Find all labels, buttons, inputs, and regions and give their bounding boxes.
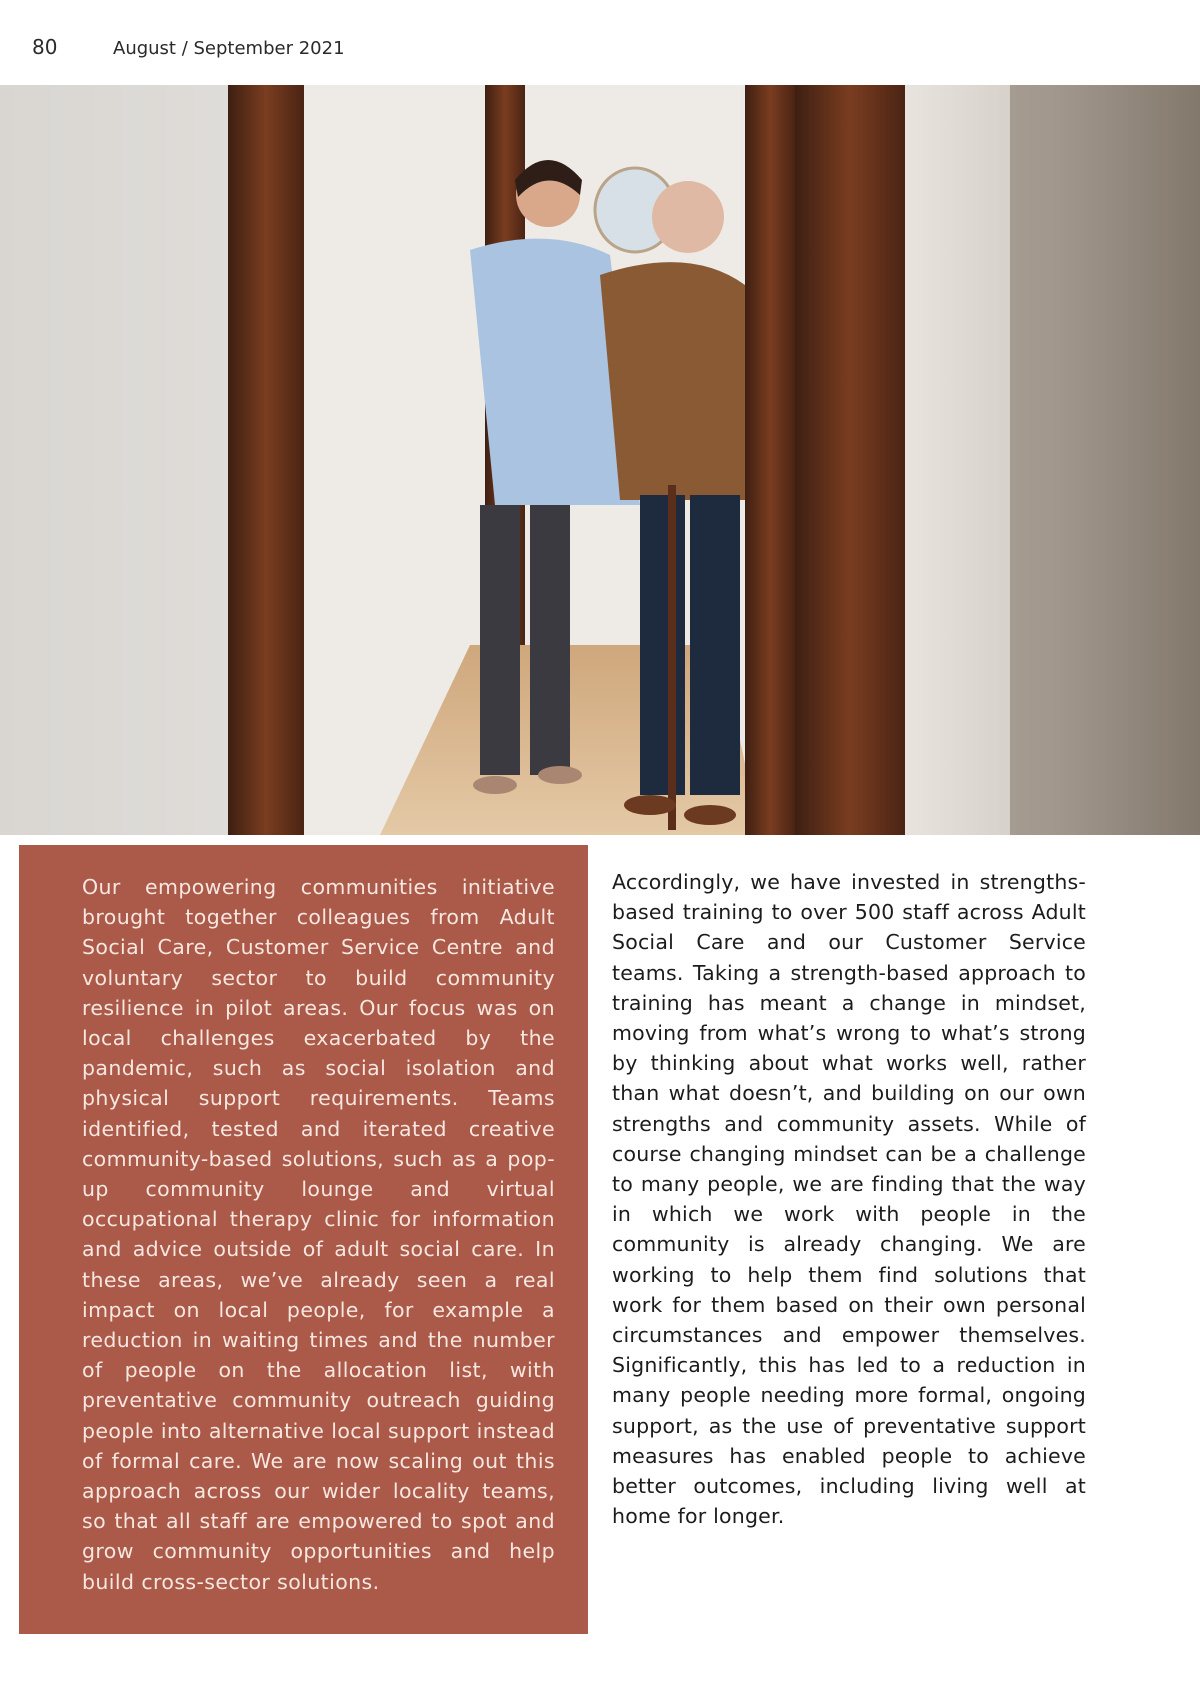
- callout-box: [19, 845, 588, 1634]
- issue-date: August / September 2021: [113, 38, 345, 59]
- hero-photo: [0, 85, 1200, 835]
- page-number: 80: [32, 35, 58, 59]
- page-header: [0, 0, 1200, 85]
- body-column-text: Accordingly, we have invested in strengths-based training to over 500 staff across Adult Social Care and our Customer Service teams. Taking a strength-based approach to training has meant a change in mindset, moving from what’s wrong to what’s strong by thinking about what works well, rather than what doesn’t, and building on our own strengths and community assets. While of course changing mindset can be a challenge to many people, we are finding that the way in which we work with people in the community is already changing. We are working to help them find solutions that work for them based on their own personal circumstances and empower themselves. Significantly, this has led to a reduction in many people needing more formal, ongoing support, as the use of preventative support measures has enabled people to achieve better outcomes, including living well at home for longer.: [612, 870, 1086, 1529]
- callout-text: Our empowering communities initiative brought together colleagues from Adult Social Care, Customer Service Centre and voluntary sector to build community resilience in pilot areas. Our focus was on local challenges exacerbated by the pandemic, such as social isolation and physical support requirements. Teams identified, tested and iterated creative community-based solutions, such as a pop-up community lounge and virtual occupational therapy clinic for information and advice outside of adult social care. In these areas, we’ve already seen a real impact on local people, for example a reduction in waiting times and the number of people on the allocation list, with preventative community outreach guiding people into alternative local support instead of formal care. We are now scaling out this approach across our wider locality teams, so that all staff are empowered to spot and grow community opportunities and help build cross-sector solutions.: [82, 875, 555, 1594]
